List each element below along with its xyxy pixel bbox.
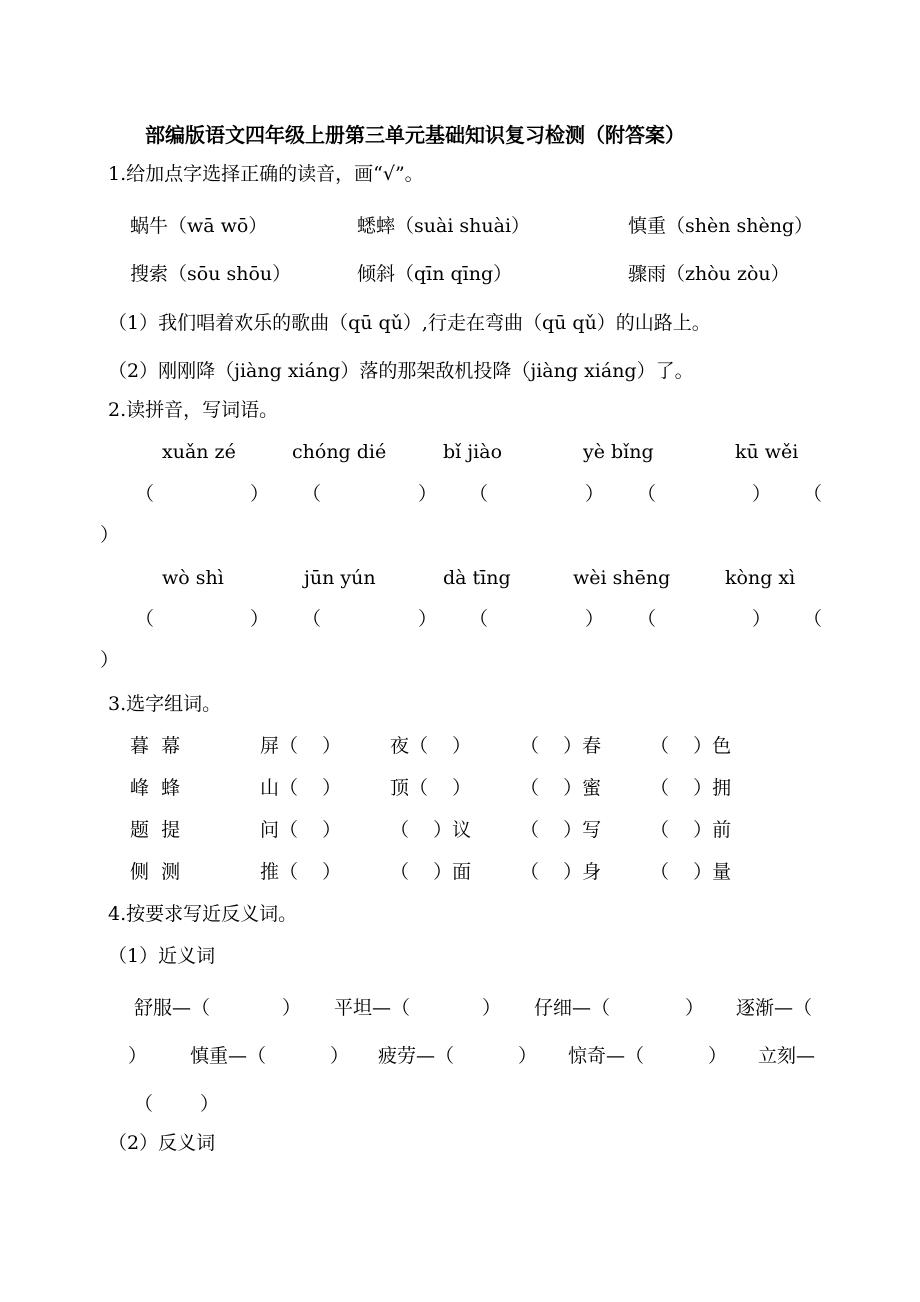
q4-heading: 4.按要求写近反义词。 — [108, 903, 298, 925]
answer-blank-close: ） — [250, 483, 270, 505]
q2-pinyin: yè bǐng — [583, 441, 654, 463]
q3-char-pair: 侧 测 — [130, 861, 181, 883]
answer-blank-close: ） — [752, 483, 772, 505]
q1-word-zhouyu: 骤雨（zhòu zòu） — [628, 263, 790, 285]
q3-char-pair: 峰 蜂 — [130, 777, 181, 799]
q4-synonym-item: 慎重—（ — [190, 1045, 267, 1067]
q3-heading: 3.选字组词。 — [108, 693, 222, 715]
q2-pinyin: jūn yún — [304, 567, 376, 589]
answer-blank-open: （ — [135, 608, 155, 630]
q4-synonym-item: 仔细—（ — [534, 997, 611, 1019]
q2-pinyin: dà tīng — [443, 567, 511, 589]
answer-blank-open: （ — [302, 608, 322, 630]
q2-pinyin: kòng xì — [725, 567, 796, 589]
q3-blank-word: 顶（ ） — [390, 777, 472, 799]
q1-sentence-2: （2）刚刚降（jiàng xiáng）落的那架敌机投降（jiàng xiáng）了。 — [108, 360, 694, 382]
answer-blank-open: （ — [637, 483, 657, 505]
q2-pinyin: xuǎn zé — [162, 441, 236, 463]
q3-char-pair: 题 提 — [130, 819, 181, 841]
q3-blank-word: 屏（ ） — [260, 735, 342, 757]
q2-heading: 2.读拼音，写词语。 — [108, 399, 279, 421]
answer-blank-close: ） — [752, 608, 772, 630]
q4-synonym-item: 惊奇—（ — [568, 1045, 645, 1067]
q1-heading: 1.给加点字选择正确的读音，画“√”。 — [108, 163, 424, 185]
q4-subheading-antonyms: （2）反义词 — [108, 1132, 216, 1154]
answer-blank-close: ） — [250, 608, 270, 630]
answer-blank-close: ） — [585, 483, 605, 505]
q3-blank-word: 推（ ） — [260, 861, 342, 883]
answer-blank-close: ） — [418, 483, 438, 505]
answer-blank-open: （ — [469, 483, 489, 505]
q3-blank-word: （ ）色 — [650, 735, 732, 757]
q3-blank-word: （ ）春 — [520, 735, 602, 757]
q1-word-shenzhong: 慎重（shèn shèng） — [628, 215, 814, 237]
answer-blank-close: ） — [128, 1045, 148, 1067]
q3-blank-word: 山（ ） — [260, 777, 342, 799]
q2-pinyin: bǐ jiào — [443, 441, 503, 463]
q3-blank-word: （ ）前 — [650, 819, 732, 841]
answer-blank-close: ） — [330, 1045, 350, 1067]
q2-pinyin: wèi shēng — [573, 567, 671, 589]
q3-blank-word: （ ）量 — [650, 861, 732, 883]
q3-blank-word: 问（ ） — [260, 819, 342, 841]
answer-blank-open: （ — [469, 608, 489, 630]
q3-blank-word: （ ）议 — [390, 819, 472, 841]
answer-blank-close: ） — [685, 997, 705, 1019]
answer-blank-close: ） — [200, 1093, 220, 1115]
q1-word-xishuai: 蟋蟀（suài shuài） — [357, 215, 531, 237]
answer-blank-close: ） — [100, 524, 120, 546]
q4-synonym-item: 逐渐—（ — [736, 997, 813, 1019]
answer-blank-close: ） — [708, 1045, 728, 1067]
answer-blank-open: （ — [135, 483, 155, 505]
q4-synonym-item: 疲劳—（ — [378, 1045, 455, 1067]
answer-blank-close: ） — [585, 608, 605, 630]
q3-blank-word: （ ）拥 — [650, 777, 732, 799]
q2-pinyin: wò shì — [162, 567, 224, 589]
q3-blank-word: （ ）蜜 — [520, 777, 602, 799]
q3-blank-word: （ ）写 — [520, 819, 602, 841]
page-title: 部编版语文四年级上册第三单元基础知识复习检测（附答案） — [145, 123, 685, 147]
answer-blank-close: ） — [100, 649, 120, 671]
answer-blank-open: （ — [637, 608, 657, 630]
answer-blank-close: ） — [482, 997, 502, 1019]
q1-word-qingxie: 倾斜（qīn qīng） — [357, 263, 513, 285]
answer-blank-close: ） — [418, 608, 438, 630]
q2-pinyin: kū wěi — [735, 441, 799, 463]
answer-blank-open: （ — [803, 483, 823, 505]
q2-pinyin: chóng dié — [292, 441, 387, 463]
q4-synonym-item: 立刻— — [758, 1045, 816, 1067]
q1-sentence-1: （1）我们唱着欢乐的歌曲（qū qǔ）,行走在弯曲（qū qǔ）的山路上。 — [108, 312, 711, 334]
answer-blank-open: （ — [803, 608, 823, 630]
q4-synonym-item: 平坦—（ — [334, 997, 411, 1019]
q3-blank-word: 夜（ ） — [390, 735, 472, 757]
q3-char-pair: 暮 幕 — [130, 735, 181, 757]
q3-blank-word: （ ）面 — [390, 861, 472, 883]
q4-synonym-item: 舒服—（ — [134, 997, 211, 1019]
answer-blank-open: （ — [134, 1093, 154, 1115]
answer-blank-close: ） — [282, 997, 302, 1019]
q1-word-sousuo: 搜索（sōu shōu） — [130, 263, 292, 285]
answer-blank-close: ） — [518, 1045, 538, 1067]
q1-word-woniu: 蜗牛（wā wō） — [130, 215, 268, 237]
q4-subheading-synonyms: （1）近义词 — [108, 945, 216, 967]
answer-blank-open: （ — [302, 483, 322, 505]
q3-blank-word: （ ）身 — [520, 861, 602, 883]
